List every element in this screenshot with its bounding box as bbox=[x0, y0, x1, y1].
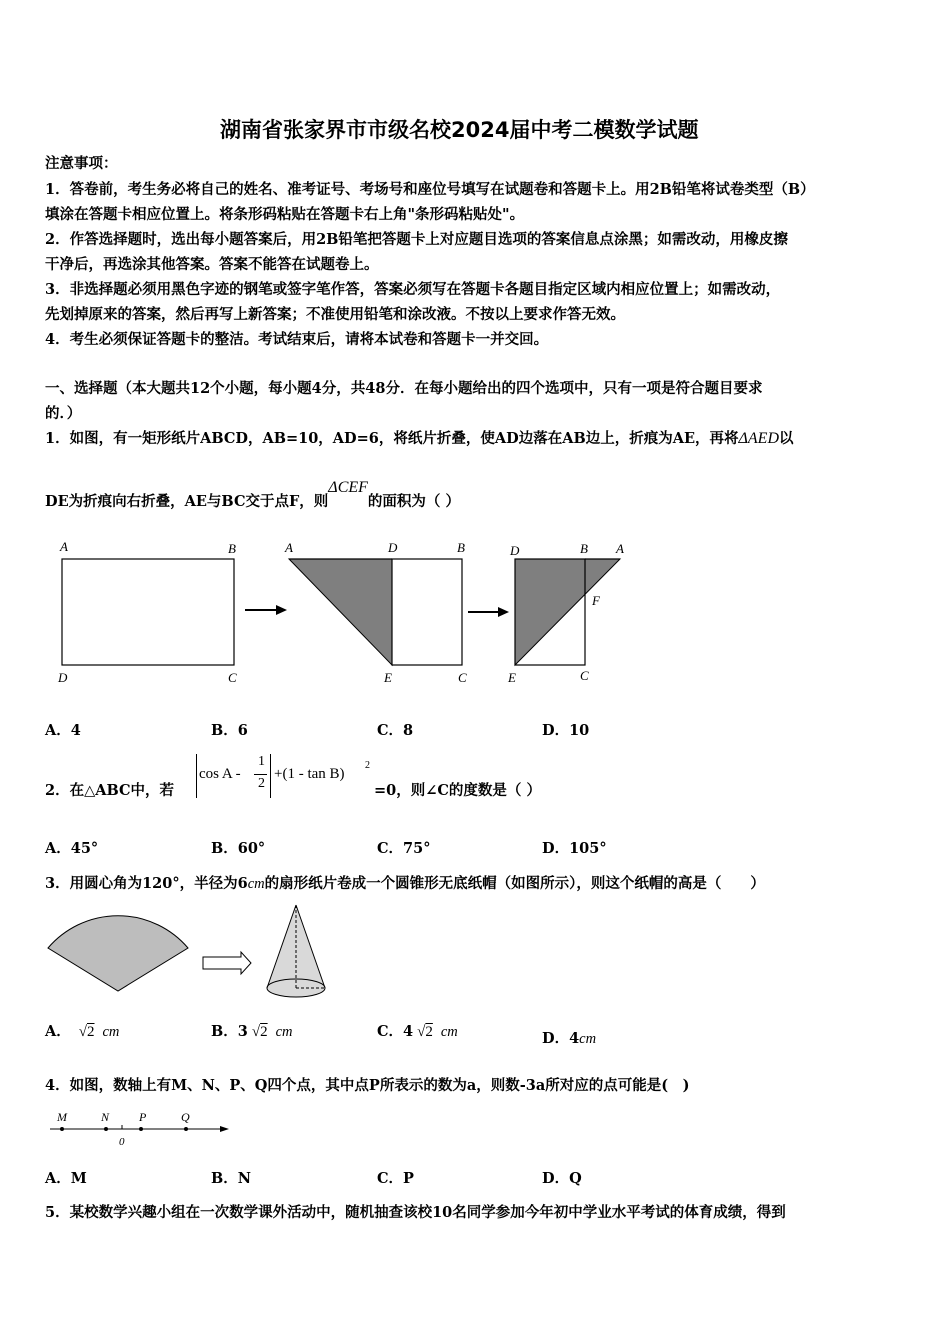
fig1-label-a: A bbox=[60, 539, 68, 554]
fig2-label-a: A bbox=[285, 540, 293, 555]
fig2-label-e: E bbox=[384, 670, 392, 685]
q1-text-line2: DE为折痕向右折叠，AE与BC交于点F，则ΔCEF的面积为（ ） bbox=[45, 479, 460, 510]
fig2-label-d: D bbox=[388, 540, 398, 555]
fig3-label-e: E bbox=[508, 670, 516, 685]
point-n bbox=[104, 1127, 108, 1131]
q2-text-end: =0，则∠C的度数是（ ） bbox=[374, 782, 541, 799]
q4-option-a: A．M bbox=[45, 1170, 87, 1187]
q4-text: 4．如图，数轴上有M、N、P、Q四个点，其中点P所表示的数为a，则数-3a所对应的点可能是( ) bbox=[45, 1077, 690, 1094]
fig2-rectangle bbox=[392, 559, 462, 665]
notice-line: 3．非选择题必须用黑色字迹的钢笔或签字笔作答，答案必须写在答题卡各题目指定区域内相应位置上；如需改动， bbox=[45, 281, 781, 298]
q3-option-a: A． √2 cm bbox=[45, 1023, 120, 1040]
label-n: N bbox=[101, 1110, 110, 1124]
q4-option-b: B．N bbox=[211, 1170, 252, 1187]
q2-formula-exp: 2 bbox=[365, 760, 370, 771]
q3-option-d: D．4cm bbox=[542, 1030, 597, 1047]
fig3-label-d: D bbox=[510, 543, 520, 558]
q2-option-b: B．60° bbox=[211, 840, 266, 857]
notice-heading: 注意事项： bbox=[45, 155, 118, 172]
fig1-label-b: B bbox=[228, 541, 236, 556]
q3-option-c: C．4 √2 cm bbox=[377, 1023, 458, 1040]
q5-text: 5．某校数学兴趣小组在一次数学课外活动中，随机抽查该校10名同学参加今年初中学业水平考试的体育成绩，得到 bbox=[45, 1204, 786, 1221]
q2-formula-frac-num: 1 bbox=[258, 754, 265, 769]
q1-option-c: C．8 bbox=[377, 722, 414, 739]
sqrt-icon: √2 bbox=[251, 1024, 268, 1040]
q2-formula bbox=[196, 752, 374, 802]
q2-option-d: D．105° bbox=[542, 840, 607, 857]
fig1-label-c: C bbox=[228, 670, 237, 685]
sqrt-icon: √2 bbox=[417, 1024, 433, 1040]
axis-arrow-icon bbox=[220, 1126, 229, 1132]
q2-formula-cos: cos A - bbox=[199, 766, 241, 782]
label-p: P bbox=[139, 1110, 147, 1124]
section-heading: 一、选择题（本大题共12个小题，每小题4分，共48分．在每小题给出的四个选项中，只有一项是符合题目要求 bbox=[45, 380, 763, 397]
fig3-label-f: F bbox=[592, 593, 600, 608]
sector-shape bbox=[48, 916, 188, 991]
fig1-label-d: D bbox=[58, 670, 68, 685]
q2-formula-frac-den: 2 bbox=[258, 776, 265, 791]
fig2-label-c: C bbox=[458, 670, 467, 685]
q1-math-aed: ΔAED bbox=[738, 430, 780, 447]
notice-line: 2．作答选择题时，选出每小题答案后，用2B铅笔把答题卡上对应题目选项的答案信息点涂黑；如需改动，用橡皮擦 bbox=[45, 231, 788, 248]
point-m bbox=[60, 1127, 64, 1131]
fig3-label-a: A bbox=[616, 541, 624, 556]
q3-text: 3．用圆心角为120°，半径为6cm的扇形纸片卷成一个圆锥形无底纸帽（如图所示），则这个纸帽的高是（ ） bbox=[45, 875, 765, 892]
notice-line: 4．考生必须保证答题卡的整洁。考试结束后，请将本试卷和答题卡一并交回。 bbox=[45, 331, 549, 348]
q2-option-c: C．75° bbox=[377, 840, 431, 857]
arrow-head-icon bbox=[498, 607, 509, 617]
fig2-shaded-triangle bbox=[289, 559, 392, 665]
section-heading-cont: 的．） bbox=[45, 405, 82, 422]
arrow-head-icon bbox=[276, 605, 287, 615]
sqrt-icon: √2 bbox=[78, 1024, 95, 1040]
q1-option-a: A．4 bbox=[45, 722, 81, 739]
q1-option-b: B．6 bbox=[211, 722, 248, 739]
q1-figure bbox=[40, 535, 640, 690]
notice-line: 干净后，再选涂其他答案。答案不能答在试题卷上。 bbox=[45, 256, 379, 273]
roll-arrow-icon bbox=[203, 952, 251, 974]
fig2-label-b: B bbox=[457, 540, 465, 555]
point-q bbox=[184, 1127, 188, 1131]
page-title: 湖南省张家界市市级名校2024届中考二模数学试题 bbox=[220, 118, 699, 142]
point-p bbox=[139, 1127, 143, 1131]
label-q: Q bbox=[181, 1110, 190, 1124]
q1-math-cef: ΔCEF bbox=[328, 479, 368, 496]
fig3-label-b: B bbox=[580, 541, 588, 556]
q3-figure bbox=[40, 900, 340, 1005]
notice-line: 填涂在答题卡相应位置上。将条形码粘贴在答题卡右上角"条形码粘贴处"。 bbox=[45, 206, 525, 223]
notice-line: 1．答卷前，考生务必将自己的姓名、准考证号、考场号和座位号填写在试题卷和答题卡上。用2B铅笔将试卷类型（B） bbox=[45, 181, 815, 198]
fig1-rectangle bbox=[62, 559, 234, 665]
q1-text-line1: 1．如图，有一矩形纸片ABCD，AB=10，AD=6，将纸片折叠，使AD边落在AB边上，折痕为AE，再将ΔAED以 bbox=[45, 430, 794, 447]
fig3-label-c: C bbox=[580, 668, 589, 683]
q4-option-c: C．P bbox=[377, 1170, 414, 1187]
q4-number-line bbox=[45, 1105, 235, 1150]
label-origin: 0 bbox=[119, 1136, 125, 1148]
q2-formula-paren: +(1 - tan B) bbox=[274, 766, 345, 782]
q2-option-a: A．45° bbox=[45, 840, 99, 857]
q3-option-b: B．3 √2 cm bbox=[211, 1023, 293, 1040]
q4-option-d: D．Q bbox=[542, 1170, 582, 1187]
label-m: M bbox=[57, 1110, 67, 1124]
q1-option-d: D．10 bbox=[542, 722, 590, 739]
notice-line: 先划掉原来的答案，然后再写上新答案；不准使用铅笔和涂改液。不按以上要求作答无效。 bbox=[45, 306, 625, 323]
q2-text-start: 2．在△ABC中，若 bbox=[45, 782, 175, 799]
fig3-shaded-triangle bbox=[515, 559, 620, 665]
